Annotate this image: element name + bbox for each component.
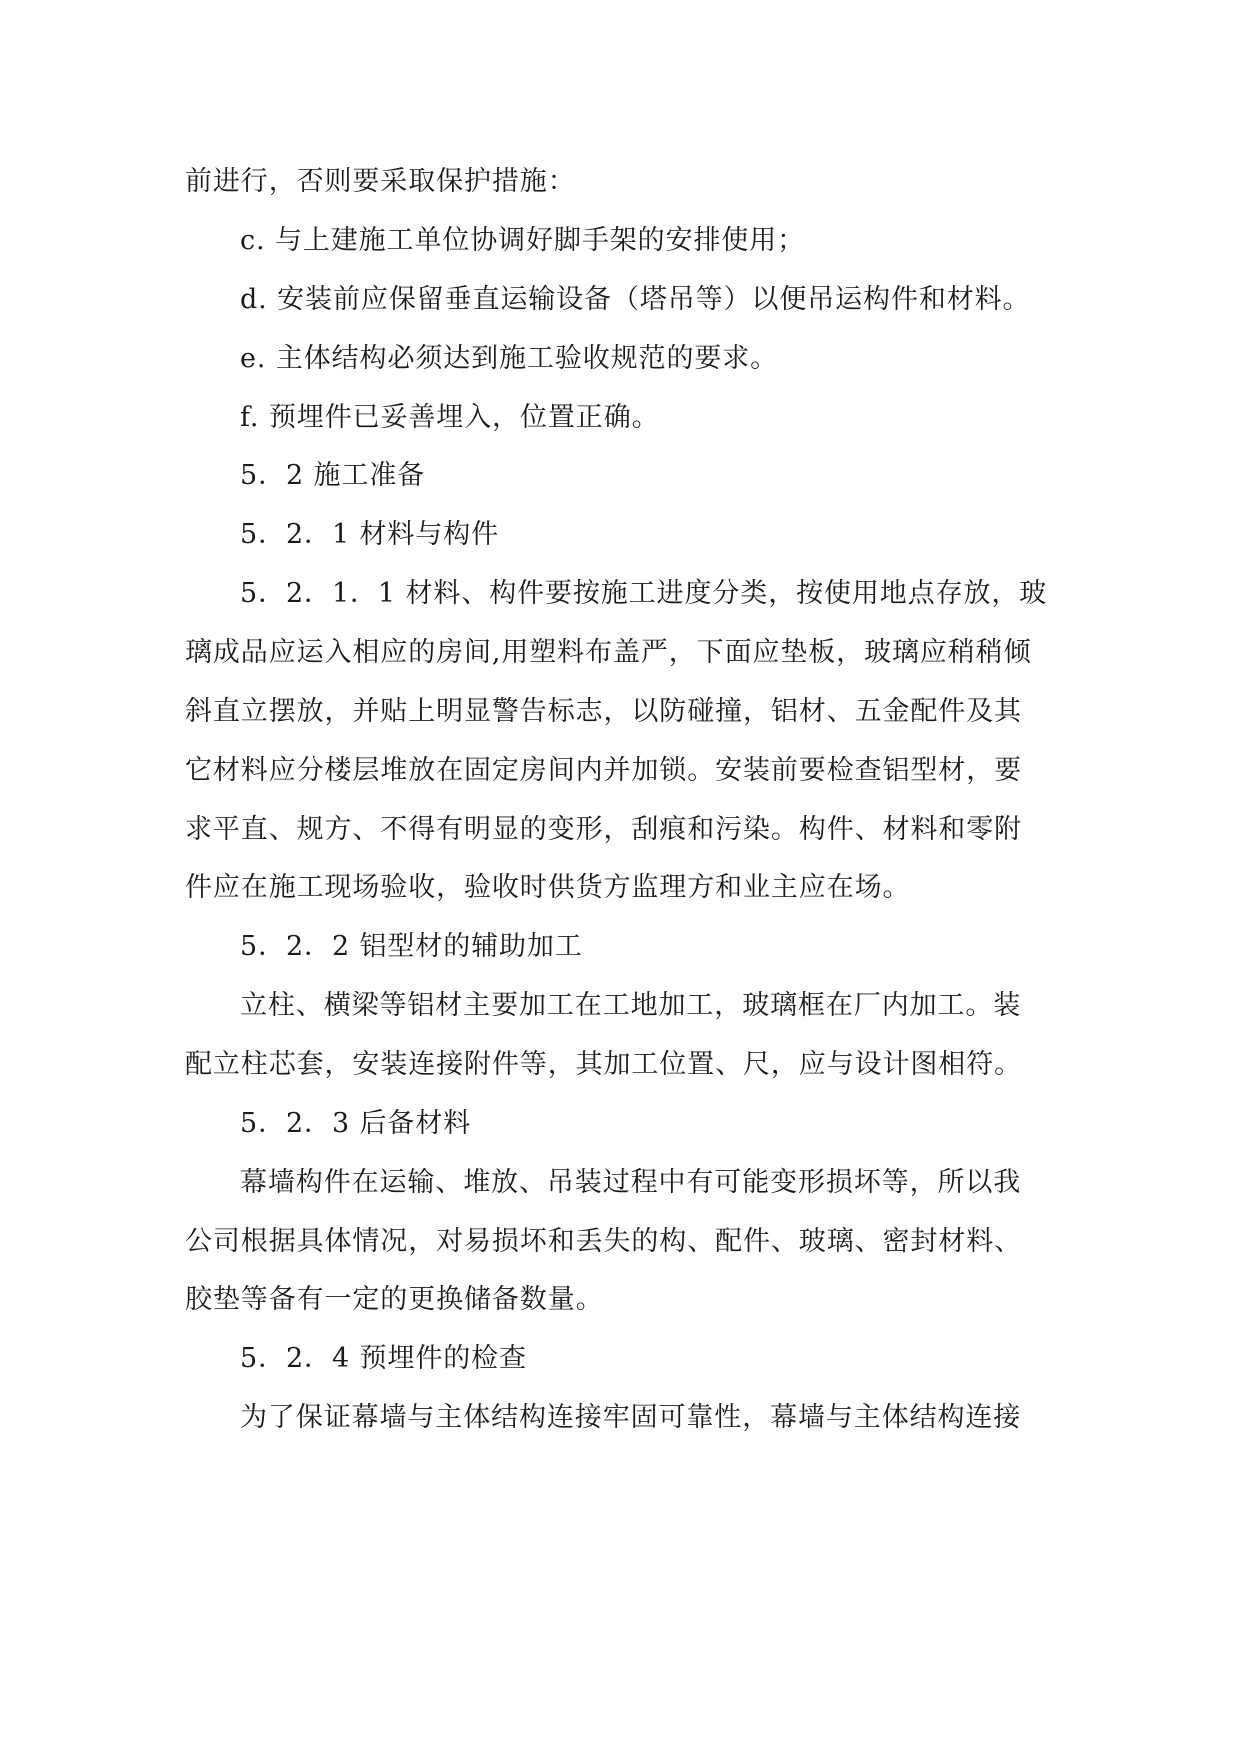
text-line: 胶垫等备有一定的更换储备数量。 [185, 1284, 604, 1315]
text-line: f. 预埋件已妥善埋入，位置正确。 [240, 402, 660, 433]
text-line: 求平直、规方、不得有明显的变形，刮痕和污染。构件、材料和零附 [185, 814, 1022, 845]
text-line: c. 与上建施工单位协调好脚手架的安排使用； [240, 225, 806, 256]
text-line: e. 主体结构必须达到施工验收规范的要求。 [240, 343, 779, 374]
text-line: 斜直立摆放，并贴上明显警告标志，以防碰撞，铝材、五金配件及其 [185, 696, 1022, 727]
text-line: 配立柱芯套，安装连接附件等，其加工位置、尺，应与设计图相符。 [185, 1049, 1022, 1080]
subsection-heading: 5．2．4 预埋件的检查 [240, 1343, 527, 1374]
subsection-heading: 5．2．1 材料与构件 [240, 519, 500, 550]
text-line: 立柱、横梁等铝材主要加工在工地加工，玻璃框在厂内加工。装 [240, 990, 1022, 1021]
subsection-heading: 5．2．2 铝型材的辅助加工 [240, 931, 583, 962]
text-line: 5．2．1．1 材料、构件要按施工进度分类，按使用地点存放，玻 [240, 578, 1048, 609]
section-heading: 5．2 施工准备 [240, 460, 426, 491]
text-line: 幕墙构件在运输、堆放、吊装过程中有可能变形损坏等，所以我 [240, 1167, 1022, 1198]
text-line: 它材料应分楼层堆放在固定房间内并加锁。安装前要检查铝型材，要 [185, 755, 1022, 786]
subsection-heading: 5．2．3 后备材料 [240, 1108, 472, 1139]
text-line: 件应在施工现场验收，验收时供货方监理方和业主应在场。 [185, 872, 911, 903]
text-line: 公司根据具体情况，对易损坏和丢失的构、配件、玻璃、密封材料、 [185, 1226, 1022, 1257]
text-line: d. 安装前应保留垂直运输设备（塔吊等）以便吊运构件和材料。 [240, 284, 1031, 315]
text-line: 为了保证幕墙与主体结构连接牢固可靠性，幕墙与主体结构连接 [240, 1402, 1022, 1433]
text-line: 前进行，否则要采取保护措施： [185, 166, 576, 197]
text-line: 璃成品应运入相应的房间,用塑料布盖严，下面应垫板，玻璃应稍稍倾 [185, 637, 1032, 668]
